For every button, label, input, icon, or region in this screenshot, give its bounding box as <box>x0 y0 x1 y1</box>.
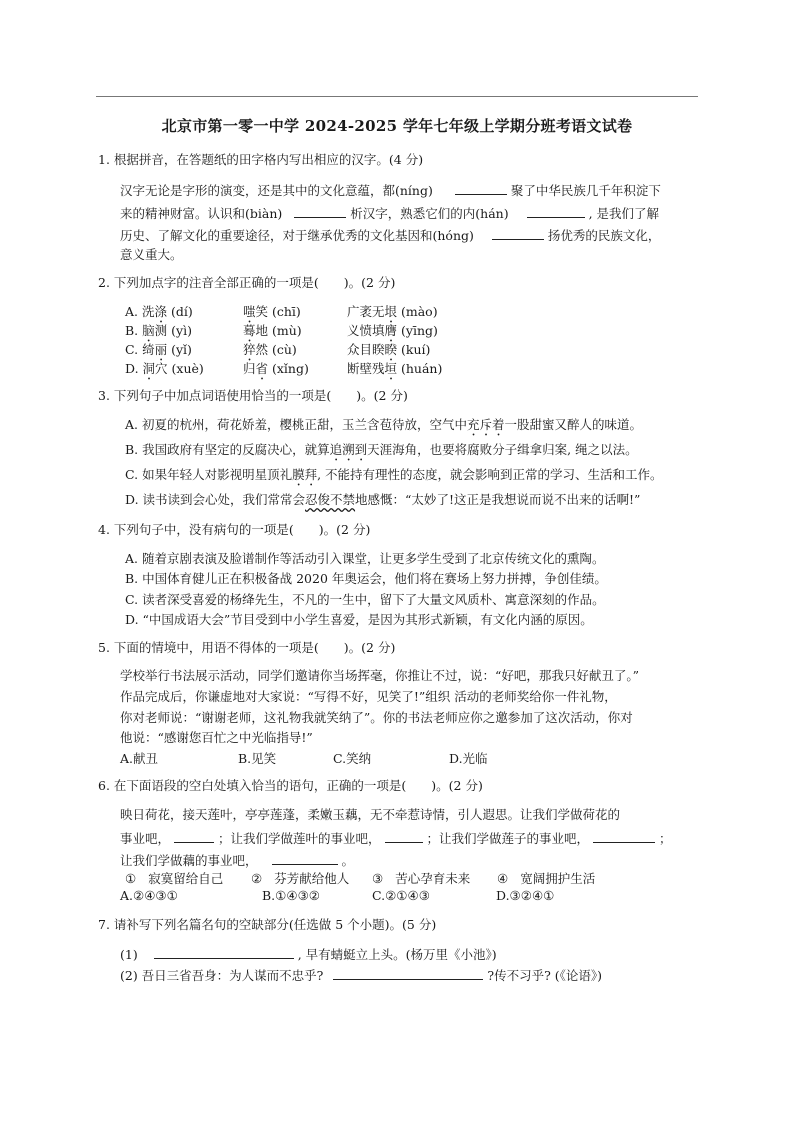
q4-stem: 4. 下列句子中，没有病句的一项是( )。(2 分) <box>98 522 371 537</box>
q6-blank-4[interactable] <box>272 850 338 865</box>
q4-option-b: B. 中国体育健儿正在积极备战 2020 年奥运会，他们将在赛场上努力拼搏，争创佳绩。 <box>125 571 607 586</box>
q7-blank-2[interactable] <box>333 965 483 980</box>
q1-blank-2[interactable] <box>294 203 346 218</box>
q6-item-3: ③ 苦心孕育未来 <box>372 871 471 886</box>
q2-a-col3: 广袤无垠 (mào) <box>347 304 438 319</box>
q4-option-a: A. 随着京剧表演及脸谱制作等活动引入课堂，让更多学生受到了北京传统文化的熏陶。 <box>125 551 605 566</box>
q6-line3: 让我们学做藕的事业吧， 。 <box>120 850 354 871</box>
q1-blank-4[interactable] <box>492 225 544 240</box>
q5-stem: 5. 下面的情境中，用语不得体的一项是( )。(2 分) <box>98 640 396 655</box>
q6-blank-3[interactable] <box>593 828 655 843</box>
q2-a-col2: 嗤笑 (chī) <box>243 304 301 319</box>
q3-option-a: A. 初夏的杭州，荷花娇羞，樱桃正甜，玉兰含苞待放，空气中充斥着一股甜蜜又醉人的味道。 <box>125 417 643 432</box>
q2-a-col1: A. 洗涤 (dí) <box>125 304 193 319</box>
q2-d-col1: D. 洞穴 (xuè) <box>125 361 204 376</box>
q6-option-d: D.③②④① <box>496 888 555 903</box>
q5-line2: 作品完成后，你谦虚地对大家说：“写得不好，见笑了!”组织 活动的老师奖给你一件礼物， <box>120 689 617 704</box>
q5-option-d: D.光临 <box>449 751 488 766</box>
q7-stem: 7. 请补写下列名篇名句的空缺部分(任选做 5 个小题)。(5 分) <box>98 917 437 932</box>
q3-option-d: D. 读书读到会心处，我们常常会忍俊不禁地感慨：“太妙了!这正是我想说而说不出来的话啊!” <box>125 492 641 507</box>
q7-line1: (1) , 早有蜻蜓立上头。(杨万里《小池》) <box>120 944 497 965</box>
q2-b-col3: 义愤填膺 (yīng) <box>347 323 438 338</box>
q2-stem: 2. 下列加点字的注音全部正确的一项是( )。(2 分) <box>98 275 396 290</box>
q6-item-4: ④ 宽阔拥护生活 <box>497 871 596 886</box>
q1-line3: 历史、了解文化的重要途径，对于继承优秀的文化基因和(hóng) 扬优秀的民族文化， <box>120 225 660 246</box>
q5-option-a: A.献丑 <box>120 751 159 766</box>
q5-option-c: C.笑纳 <box>333 751 372 766</box>
q3-option-c: C. 如果年轻人对影视明星顶礼膜拜, 不能持有理性的态度，就会影响到正常的学习、生活和工作。 <box>125 467 663 482</box>
q6-blank-1[interactable] <box>174 828 214 843</box>
q1-blank-1[interactable] <box>455 180 507 195</box>
q5-line3: 你对老师说：“谢谢老师，这礼物我就笑纳了”。你的书法老师应你之邀参加了这次活动，你对 <box>120 710 633 725</box>
q1-line2: 来的精神财富。认识和(biàn) 析汉字，熟悉它们的内(hán) , 是我们了解 <box>120 203 659 224</box>
q5-option-b: B.见笑 <box>238 751 277 766</box>
q6-line1: 映日荷花，接天莲叶，亭亭莲蓬，柔嫩玉藕，无不牵惹诗情，引人遐思。让我们学做荷花的 <box>120 807 621 822</box>
q7-line2: (2) 吾日三省吾身：为人谋而不忠乎? ?传不习乎? (《论语》) <box>120 965 602 986</box>
q7-blank-1[interactable] <box>154 944 294 959</box>
q3-stem: 3. 下列句子中加点词语使用恰当的一项是( )。(2 分) <box>98 388 408 403</box>
q2-b-col2: 蓦地 (mù) <box>243 323 302 338</box>
q6-item-2: ② 芬芳献给他人 <box>251 871 350 886</box>
q1-line4: 意义重大。 <box>120 247 183 262</box>
q6-item-1: ① 寂寞留给自己 <box>125 871 224 886</box>
q4-option-d: D. “中国成语大会”节目受到中小学生喜爱，是因为其形式新颖，有文化内涵的原因。 <box>125 612 593 627</box>
q5-line1: 学校举行书法展示活动，同学们邀请你当场挥毫，你推让不过，说：“好吧，那我只好献丑了。” <box>120 668 640 683</box>
q6-option-c: C.②①④③ <box>372 888 430 903</box>
q5-line4: 他说：“感谢您百忙之中光临指导!” <box>120 730 313 745</box>
q6-line2: 事业吧， ；让我们学做莲叶的事业吧， ；让我们学做莲子的事业吧， ； <box>120 828 672 849</box>
q6-blank-2[interactable] <box>385 828 423 843</box>
q2-c-col2: 猝然 (cù) <box>243 342 297 357</box>
q2-d-col2: 归省 (xǐng) <box>243 361 309 376</box>
q2-c-col3: 众目睽睽 (kuí) <box>347 342 431 357</box>
q2-d-col3: 断壁残垣 (huán) <box>347 361 443 376</box>
q6-option-a: A.②④③① <box>120 888 178 903</box>
q2-b-col1: B. 脑测 (yì) <box>125 323 192 338</box>
q1-blank-3[interactable] <box>527 203 585 218</box>
q1-stem: 1. 根据拼音，在答题纸的田字格内写出相应的汉字。(4 分) <box>98 152 424 167</box>
header-rule <box>96 96 698 97</box>
q6-option-b: B.①④③② <box>262 888 320 903</box>
q4-option-c: C. 读者深受喜爱的杨绛先生，不凡的一生中，留下了大量文风质朴、寓意深刻的作品。 <box>125 592 605 607</box>
q2-c-col1: C. 绮丽 (yǐ) <box>125 342 192 357</box>
exam-title: 北京市第一零一中学 2024-2025 学年七年级上学期分班考语文试卷 <box>161 117 633 135</box>
q6-stem: 6. 在下面语段的空白处填入恰当的语句，正确的一项是( )。(2 分) <box>98 778 483 793</box>
q1-line1: 汉字无论是字形的演变，还是其中的文化意蕴，都(níng) 聚了中华民族几千年积淀下 <box>120 180 661 201</box>
q3-option-b: B. 我国政府有坚定的反腐决心，就算追溯到天涯海角，也要将腐败分子缉拿归案, 绳之以法。 <box>125 442 638 457</box>
